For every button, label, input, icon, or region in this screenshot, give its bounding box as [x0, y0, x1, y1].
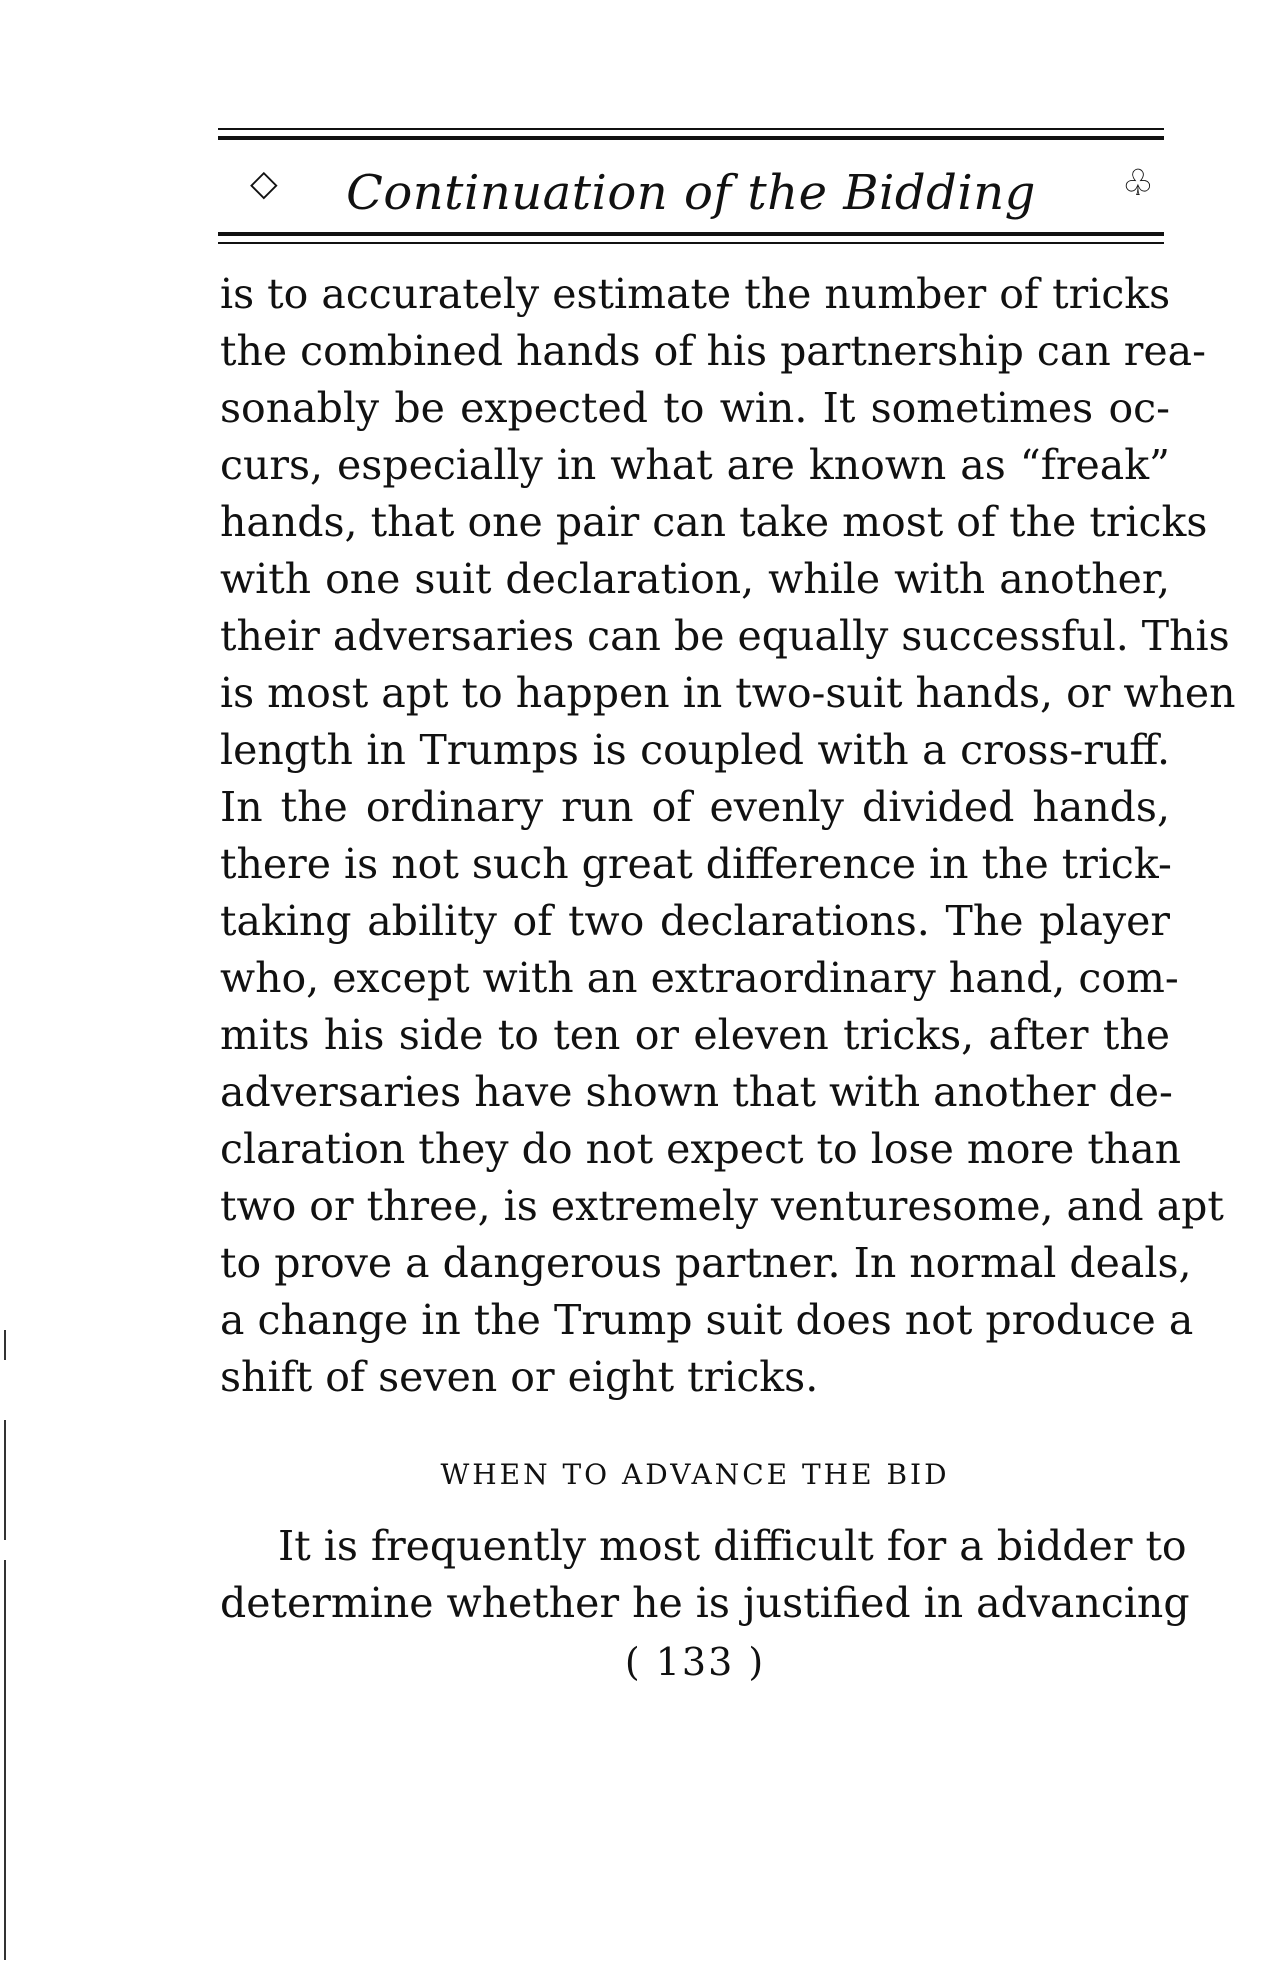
- text-line: a change in the Trump suit does not produce a: [220, 1296, 1194, 1344]
- header-rule-bottom-thin: [218, 242, 1164, 244]
- scan-margin-mark: [4, 1420, 6, 1540]
- header-rule-top-thick: [218, 136, 1164, 140]
- text-line: is most apt to happen in two-suit hands, or when: [220, 669, 1236, 717]
- text-line: there is not such great difference in the trick-: [220, 840, 1172, 888]
- text-line: who, except with an extraordinary hand, com-: [220, 954, 1179, 1002]
- scan-margin-mark: [4, 1330, 6, 1360]
- text-line: It is frequently most difficult for a bidder to: [278, 1522, 1187, 1570]
- page-number: ( 133 ): [624, 1640, 766, 1684]
- header-rule-top-thin: [218, 128, 1164, 130]
- header-rule-bottom-thick: [218, 232, 1164, 236]
- diamond-icon: ◇: [250, 163, 278, 204]
- text-line: their adversaries can be equally successful. This: [220, 612, 1230, 660]
- body-paragraph: [220, 266, 1236, 1406]
- text-line: to prove a dangerous partner. In normal deals,: [220, 1239, 1192, 1287]
- club-icon: ♧: [1121, 163, 1154, 204]
- text-line: shift of seven or eight tricks.: [220, 1353, 819, 1401]
- text-line: claration they do not expect to lose more than: [220, 1125, 1182, 1173]
- section-heading: WHEN TO ADVANCE THE BID: [440, 1458, 950, 1491]
- second-paragraph: [220, 1518, 1190, 1632]
- text-line: taking ability of two declarations. The player: [220, 897, 1170, 945]
- text-line: length in Trumps is coupled with a cross-ruff.: [220, 726, 1170, 774]
- running-head-title: Continuation of the Bidding: [346, 165, 1036, 221]
- text-line: adversaries have shown that with another de-: [220, 1068, 1173, 1116]
- scan-margin-mark: [4, 1560, 6, 1960]
- text-line: sonably be expected to win. It sometimes oc-: [220, 384, 1170, 432]
- text-line: with one suit declaration, while with another,: [220, 555, 1170, 603]
- text-line: two or three, is extremely venturesome, and apt: [220, 1182, 1224, 1230]
- text-line: curs, especially in what are known as “freak”: [220, 441, 1170, 489]
- running-header: [218, 158, 1164, 230]
- text-line: In the ordinary run of evenly divided hands,: [220, 783, 1170, 831]
- text-line: determine whether he is justified in advancing: [220, 1579, 1190, 1627]
- text-line: mits his side to ten or eleven tricks, after the: [220, 1011, 1170, 1059]
- text-line: hands, that one pair can take most of the tricks: [220, 498, 1208, 546]
- text-line: is to accurately estimate the number of tricks: [220, 270, 1171, 318]
- text-line: the combined hands of his partnership can rea-: [220, 327, 1206, 375]
